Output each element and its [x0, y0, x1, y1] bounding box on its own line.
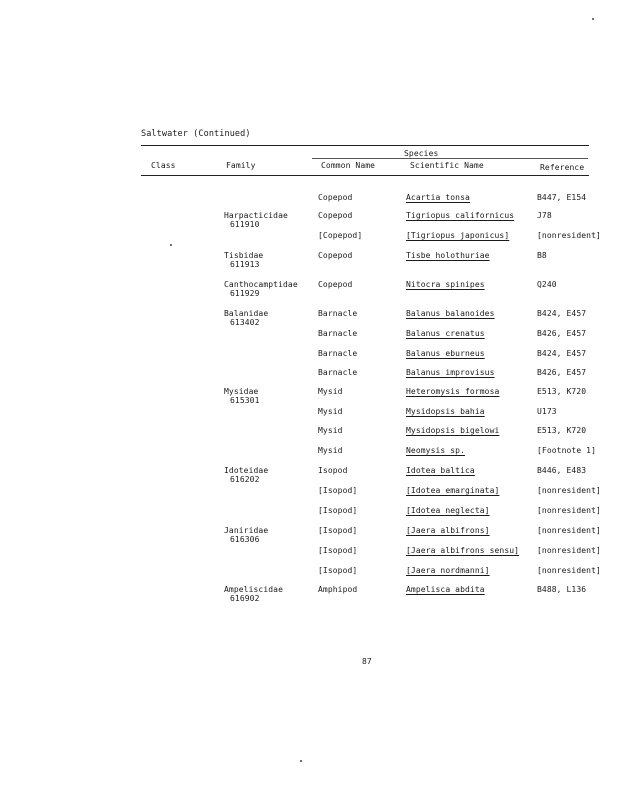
reference-cell: B8	[537, 251, 547, 260]
common-name-cell: Copepod	[318, 280, 353, 289]
reference-header: Reference	[540, 163, 585, 172]
common-name-cell: Copepod	[318, 211, 353, 220]
scientific-name-cell: Balanus improvisus	[406, 368, 495, 377]
reference-cell: B426, E457	[537, 329, 587, 338]
reference-cell: B424, E457	[537, 349, 587, 358]
scientific-name-cell: Mysidopsis bigelowi	[406, 426, 500, 435]
reference-cell: J78	[537, 211, 552, 220]
reference-cell: [nonresident]	[537, 231, 601, 240]
scan-speck	[300, 760, 302, 762]
reference-cell: [nonresident]	[537, 546, 601, 555]
family-name: Tisbidae	[224, 251, 264, 260]
family-name: Balanidae	[224, 309, 269, 318]
table-top-rule	[141, 145, 589, 146]
common-name-cell: Isopod	[318, 466, 348, 475]
scientific-name-cell: Acartia tonsa	[406, 193, 470, 202]
scientific-name-cell: Neomysis sp.	[406, 446, 465, 455]
scientific-name-cell: Tigriopus californicus	[406, 211, 515, 220]
scientific-name-cell: [Tigriopus japonicus]	[406, 231, 510, 240]
scientific-name-cell: [Jaera albifrons sensu]	[406, 546, 520, 555]
scientific-name-cell: Balanus balanoides	[406, 309, 495, 318]
scientific-name-cell: [Jaera nordmanni]	[406, 566, 490, 575]
scientific-name-cell: Nitocra spinipes	[406, 280, 485, 289]
scientific-name-cell: [Jaera albifrons]	[406, 526, 490, 535]
common-name-cell: Mysid	[318, 387, 343, 396]
common-name-cell: Copepod	[318, 251, 353, 260]
common-name-cell: Barnacle	[318, 329, 358, 338]
scientific-name-cell: [Idotea neglecta]	[406, 506, 490, 515]
family-code: 611910	[230, 220, 260, 229]
scan-speck	[170, 244, 172, 246]
family-name: Idoteidae	[224, 466, 269, 475]
header-bottom-rule	[141, 175, 589, 176]
reference-cell: B446, E483	[537, 466, 587, 475]
reference-cell: Q240	[537, 280, 557, 289]
reference-cell: [nonresident]	[537, 486, 601, 495]
reference-cell: E513, K720	[537, 387, 587, 396]
scan-speck	[592, 18, 594, 20]
common-name-cell: Barnacle	[318, 349, 358, 358]
common-name-header: Common Name	[321, 161, 376, 170]
reference-cell: E513, K720	[537, 426, 587, 435]
common-name-cell: Mysid	[318, 446, 343, 455]
page-number: 87	[362, 657, 372, 666]
reference-cell: [Footnote 1]	[537, 446, 596, 455]
common-name-cell: Mysid	[318, 407, 343, 416]
scientific-name-cell: Tisbe holothuriae	[406, 251, 490, 260]
family-name: Janiridae	[224, 526, 269, 535]
family-code: 615301	[230, 396, 260, 405]
common-name-cell: Barnacle	[318, 368, 358, 377]
family-header: Family	[226, 161, 256, 170]
scientific-name-cell: Ampelisca abdita	[406, 585, 485, 594]
family-name: Mysidae	[224, 387, 259, 396]
reference-cell: B424, E457	[537, 309, 587, 318]
family-name: Canthocamptidae	[224, 280, 298, 289]
family-name: Harpacticidae	[224, 211, 288, 220]
scientific-name-header: Scientific Name	[410, 161, 484, 170]
reference-cell: B426, E457	[537, 368, 587, 377]
family-code: 611929	[230, 289, 260, 298]
reference-cell: [nonresident]	[537, 506, 601, 515]
section-title: Saltwater (Continued)	[141, 129, 251, 139]
reference-cell: U173	[537, 407, 557, 416]
scientific-name-cell: Balanus eburneus	[406, 349, 485, 358]
common-name-cell: [Copepod]	[318, 231, 363, 240]
family-code: 616202	[230, 475, 260, 484]
reference-cell: [nonresident]	[537, 526, 601, 535]
family-code: 616306	[230, 535, 260, 544]
family-code: 611913	[230, 260, 260, 269]
family-code: 613402	[230, 318, 260, 327]
class-header: Class	[151, 161, 176, 170]
common-name-cell: Amphipod	[318, 585, 358, 594]
scientific-name-cell: Heteromysis formosa	[406, 387, 500, 396]
species-group-header: Species	[404, 149, 439, 158]
reference-cell: B447, E154	[537, 193, 587, 202]
common-name-cell: [Isopod]	[318, 526, 358, 535]
family-name: Ampeliscidae	[224, 585, 283, 594]
reference-cell: [nonresident]	[537, 566, 601, 575]
common-name-cell: [Isopod]	[318, 546, 358, 555]
species-group-rule	[312, 158, 588, 159]
common-name-cell: Mysid	[318, 426, 343, 435]
common-name-cell: [Isopod]	[318, 486, 358, 495]
reference-cell: B488, L136	[537, 585, 587, 594]
common-name-cell: [Isopod]	[318, 566, 358, 575]
scientific-name-cell: Idotea baltica	[406, 466, 475, 475]
family-code: 616902	[230, 594, 260, 603]
common-name-cell: Barnacle	[318, 309, 358, 318]
scientific-name-cell: Balanus crenatus	[406, 329, 485, 338]
common-name-cell: Copepod	[318, 193, 353, 202]
common-name-cell: [Isopod]	[318, 506, 358, 515]
scientific-name-cell: Mysidopsis bahia	[406, 407, 485, 416]
scientific-name-cell: [Idotea emarginata]	[406, 486, 500, 495]
